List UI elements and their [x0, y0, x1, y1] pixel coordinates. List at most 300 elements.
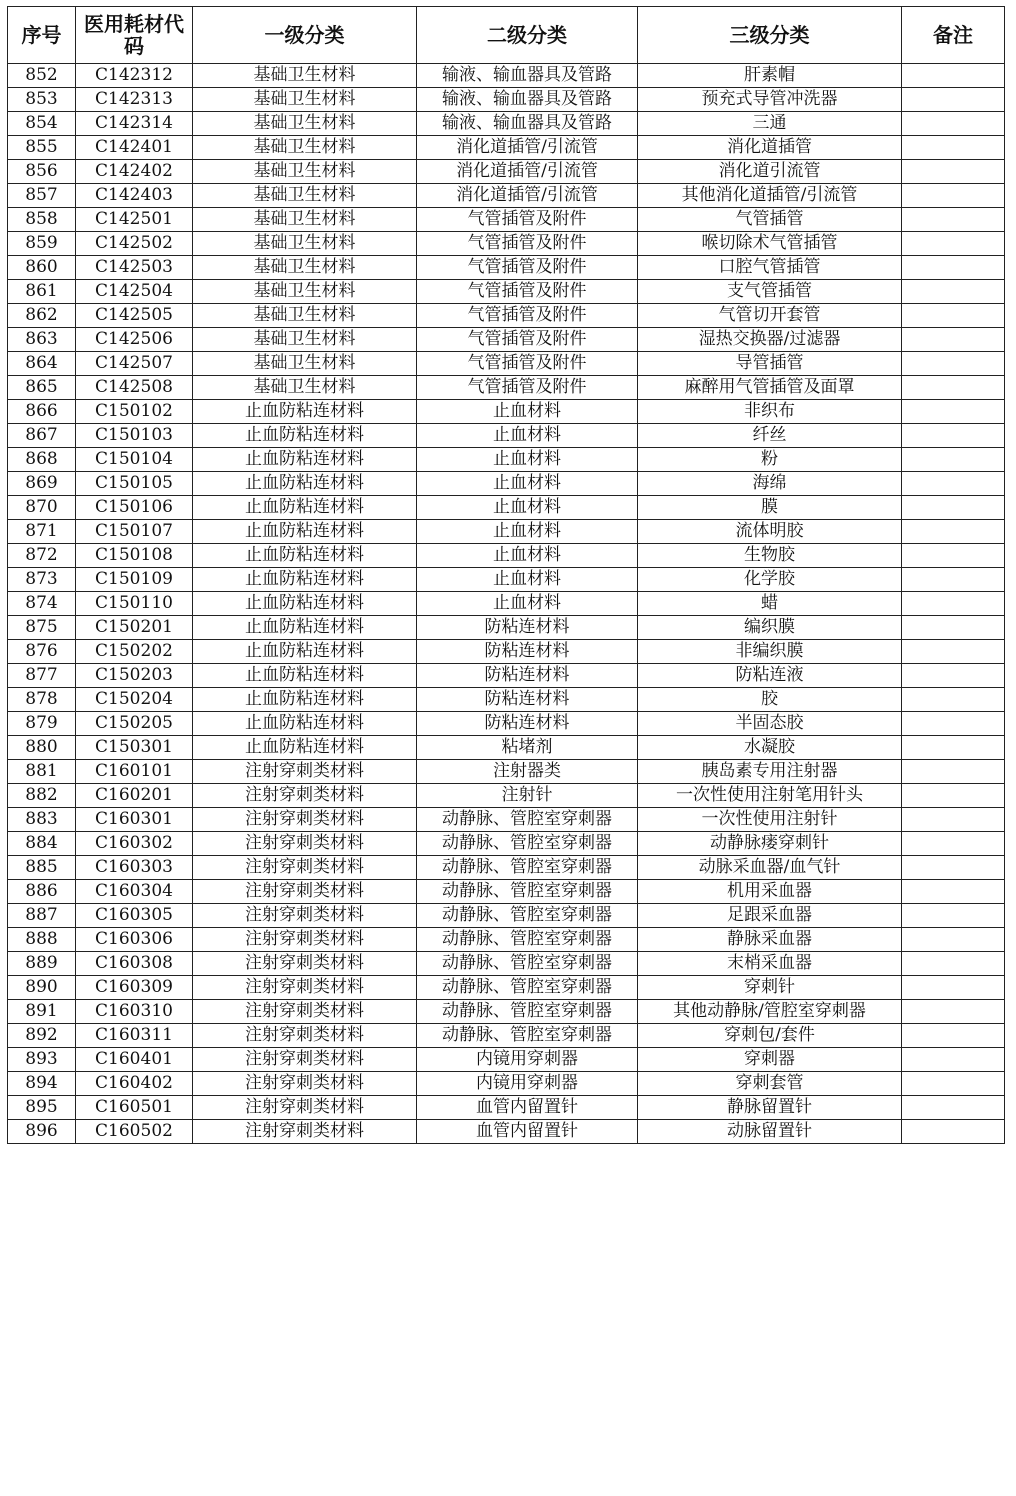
cell-level3: 非编织膜: [638, 640, 902, 664]
table-row: [8, 160, 1005, 184]
cell-note: [902, 64, 1005, 88]
cell-level1: 基础卫生材料: [193, 280, 417, 304]
cell-level2: 气管插管及附件: [417, 304, 638, 328]
cell-level3: 消化道引流管: [638, 160, 902, 184]
cell-note: [902, 304, 1005, 328]
cell-level3: 预充式导管冲洗器: [638, 88, 902, 112]
cell-code: C160401: [76, 1048, 193, 1072]
table-row: [8, 904, 1005, 928]
cell-code: C142501: [76, 208, 193, 232]
cell-level2: 气管插管及附件: [417, 256, 638, 280]
cell-note: [902, 928, 1005, 952]
cell-note: [902, 1024, 1005, 1048]
consumables-table: [7, 6, 1005, 1144]
table-row: [8, 1072, 1005, 1096]
table-row: [8, 784, 1005, 808]
cell-level3: 动脉留置针: [638, 1120, 902, 1144]
cell-code: C150203: [76, 664, 193, 688]
cell-level1: 止血防粘连材料: [193, 544, 417, 568]
cell-index: 881: [8, 760, 76, 784]
cell-level1: 注射穿刺类材料: [193, 880, 417, 904]
cell-level1: 注射穿刺类材料: [193, 904, 417, 928]
cell-index: 889: [8, 952, 76, 976]
table-body: [8, 64, 1005, 1144]
cell-level3: 一次性使用注射笔用针头: [638, 784, 902, 808]
cell-level1: 止血防粘连材料: [193, 496, 417, 520]
cell-code: C160305: [76, 904, 193, 928]
cell-code: C150301: [76, 736, 193, 760]
table-row: [8, 712, 1005, 736]
cell-level2: 粘堵剂: [417, 736, 638, 760]
table-row: [8, 424, 1005, 448]
cell-level3: 消化道插管: [638, 136, 902, 160]
cell-level1: 注射穿刺类材料: [193, 1000, 417, 1024]
cell-code: C150107: [76, 520, 193, 544]
cell-level1: 止血防粘连材料: [193, 568, 417, 592]
cell-level1: 止血防粘连材料: [193, 664, 417, 688]
cell-level1: 注射穿刺类材料: [193, 1024, 417, 1048]
cell-note: [902, 424, 1005, 448]
cell-code: C142502: [76, 232, 193, 256]
cell-level3: 静脉留置针: [638, 1096, 902, 1120]
cell-index: 854: [8, 112, 76, 136]
cell-code: C160310: [76, 1000, 193, 1024]
cell-level3: 静脉采血器: [638, 928, 902, 952]
cell-level1: 基础卫生材料: [193, 184, 417, 208]
cell-code: C142314: [76, 112, 193, 136]
cell-level1: 注射穿刺类材料: [193, 976, 417, 1000]
cell-note: [902, 1072, 1005, 1096]
cell-index: 852: [8, 64, 76, 88]
cell-index: 891: [8, 1000, 76, 1024]
cell-level1: 基础卫生材料: [193, 208, 417, 232]
cell-code: C160502: [76, 1120, 193, 1144]
cell-note: [902, 280, 1005, 304]
cell-note: [902, 208, 1005, 232]
table-row: [8, 376, 1005, 400]
cell-index: 870: [8, 496, 76, 520]
table-row: [8, 496, 1005, 520]
table-row: [8, 232, 1005, 256]
cell-level2: 止血材料: [417, 424, 638, 448]
cell-level2: 动静脉、管腔室穿刺器: [417, 880, 638, 904]
cell-code: C160304: [76, 880, 193, 904]
cell-index: 857: [8, 184, 76, 208]
cell-note: [902, 88, 1005, 112]
cell-level2: 注射针: [417, 784, 638, 808]
cell-note: [902, 904, 1005, 928]
cell-level3: 粉: [638, 448, 902, 472]
cell-level3: 半固态胶: [638, 712, 902, 736]
cell-note: [902, 256, 1005, 280]
cell-level2: 输液、输血器具及管路: [417, 112, 638, 136]
cell-level1: 注射穿刺类材料: [193, 808, 417, 832]
table-row: [8, 88, 1005, 112]
cell-code: C142506: [76, 328, 193, 352]
cell-index: 886: [8, 880, 76, 904]
cell-level2: 动静脉、管腔室穿刺器: [417, 856, 638, 880]
cell-level2: 止血材料: [417, 520, 638, 544]
cell-level2: 气管插管及附件: [417, 328, 638, 352]
cell-note: [902, 976, 1005, 1000]
header-level3: 三级分类: [638, 7, 902, 64]
cell-note: [902, 544, 1005, 568]
cell-index: 859: [8, 232, 76, 256]
cell-level2: 血管内留置针: [417, 1120, 638, 1144]
header-row: [8, 7, 1005, 64]
cell-note: [902, 448, 1005, 472]
table-row: [8, 664, 1005, 688]
cell-level2: 内镜用穿刺器: [417, 1072, 638, 1096]
cell-note: [902, 1120, 1005, 1144]
cell-level3: 肝素帽: [638, 64, 902, 88]
table-row: [8, 544, 1005, 568]
cell-level3: 穿刺套管: [638, 1072, 902, 1096]
cell-index: 893: [8, 1048, 76, 1072]
cell-level1: 止血防粘连材料: [193, 592, 417, 616]
cell-level3: 一次性使用注射针: [638, 808, 902, 832]
cell-note: [902, 1000, 1005, 1024]
cell-code: C160201: [76, 784, 193, 808]
cell-level3: 纤丝: [638, 424, 902, 448]
cell-note: [902, 1048, 1005, 1072]
table-row: [8, 1120, 1005, 1144]
cell-level3: 防粘连液: [638, 664, 902, 688]
cell-level3: 生物胶: [638, 544, 902, 568]
cell-index: 866: [8, 400, 76, 424]
cell-level3: 动脉采血器/血气针: [638, 856, 902, 880]
cell-level1: 注射穿刺类材料: [193, 832, 417, 856]
table-row: [8, 808, 1005, 832]
cell-level2: 止血材料: [417, 496, 638, 520]
cell-level1: 止血防粘连材料: [193, 616, 417, 640]
cell-code: C142507: [76, 352, 193, 376]
cell-index: 884: [8, 832, 76, 856]
cell-level2: 防粘连材料: [417, 640, 638, 664]
cell-level3: 足跟采血器: [638, 904, 902, 928]
cell-level1: 基础卫生材料: [193, 352, 417, 376]
cell-code: C160308: [76, 952, 193, 976]
cell-code: C160501: [76, 1096, 193, 1120]
cell-index: 862: [8, 304, 76, 328]
cell-level1: 注射穿刺类材料: [193, 952, 417, 976]
cell-code: C142504: [76, 280, 193, 304]
cell-level1: 基础卫生材料: [193, 376, 417, 400]
cell-level1: 止血防粘连材料: [193, 736, 417, 760]
cell-index: 853: [8, 88, 76, 112]
cell-index: 892: [8, 1024, 76, 1048]
cell-level3: 三通: [638, 112, 902, 136]
cell-index: 878: [8, 688, 76, 712]
cell-code: C142503: [76, 256, 193, 280]
table-row: [8, 760, 1005, 784]
table-row: [8, 184, 1005, 208]
cell-level2: 动静脉、管腔室穿刺器: [417, 832, 638, 856]
cell-level1: 注射穿刺类材料: [193, 1096, 417, 1120]
cell-level1: 基础卫生材料: [193, 256, 417, 280]
cell-level2: 止血材料: [417, 472, 638, 496]
cell-code: C160306: [76, 928, 193, 952]
cell-index: 877: [8, 664, 76, 688]
cell-level3: 末梢采血器: [638, 952, 902, 976]
cell-code: C150106: [76, 496, 193, 520]
cell-code: C150205: [76, 712, 193, 736]
cell-level1: 止血防粘连材料: [193, 520, 417, 544]
cell-index: 885: [8, 856, 76, 880]
cell-level3: 导管插管: [638, 352, 902, 376]
cell-level1: 注射穿刺类材料: [193, 784, 417, 808]
table-row: [8, 112, 1005, 136]
cell-code: C150201: [76, 616, 193, 640]
cell-level2: 止血材料: [417, 448, 638, 472]
cell-level2: 动静脉、管腔室穿刺器: [417, 1024, 638, 1048]
cell-level3: 胶: [638, 688, 902, 712]
cell-index: 867: [8, 424, 76, 448]
cell-note: [902, 328, 1005, 352]
table-row: [8, 304, 1005, 328]
cell-index: 858: [8, 208, 76, 232]
cell-code: C142313: [76, 88, 193, 112]
cell-code: C160311: [76, 1024, 193, 1048]
cell-level2: 气管插管及附件: [417, 352, 638, 376]
cell-level3: 化学胶: [638, 568, 902, 592]
cell-index: 856: [8, 160, 76, 184]
cell-note: [902, 352, 1005, 376]
table-row: [8, 592, 1005, 616]
cell-note: [902, 592, 1005, 616]
header-level2: 二级分类: [417, 7, 638, 64]
table-row: [8, 1024, 1005, 1048]
cell-index: 864: [8, 352, 76, 376]
cell-index: 887: [8, 904, 76, 928]
cell-level1: 基础卫生材料: [193, 232, 417, 256]
cell-code: C150104: [76, 448, 193, 472]
cell-note: [902, 760, 1005, 784]
cell-code: C142401: [76, 136, 193, 160]
cell-note: [902, 184, 1005, 208]
table-row: [8, 328, 1005, 352]
cell-level3: 蜡: [638, 592, 902, 616]
cell-index: 895: [8, 1096, 76, 1120]
cell-note: [902, 160, 1005, 184]
table-row: [8, 136, 1005, 160]
table-row: [8, 688, 1005, 712]
cell-code: C150105: [76, 472, 193, 496]
cell-level3: 麻醉用气管插管及面罩: [638, 376, 902, 400]
table-row: [8, 616, 1005, 640]
cell-note: [902, 736, 1005, 760]
cell-level2: 止血材料: [417, 544, 638, 568]
cell-level1: 基础卫生材料: [193, 112, 417, 136]
table-row: [8, 856, 1005, 880]
cell-level3: 胰岛素专用注射器: [638, 760, 902, 784]
cell-code: C160402: [76, 1072, 193, 1096]
cell-code: C150103: [76, 424, 193, 448]
cell-level3: 支气管插管: [638, 280, 902, 304]
table-row: [8, 1048, 1005, 1072]
cell-note: [902, 496, 1005, 520]
cell-note: [902, 880, 1005, 904]
cell-level2: 止血材料: [417, 400, 638, 424]
cell-level2: 动静脉、管腔室穿刺器: [417, 976, 638, 1000]
cell-level3: 口腔气管插管: [638, 256, 902, 280]
cell-code: C142312: [76, 64, 193, 88]
cell-index: 879: [8, 712, 76, 736]
cell-level2: 内镜用穿刺器: [417, 1048, 638, 1072]
cell-index: 860: [8, 256, 76, 280]
cell-index: 861: [8, 280, 76, 304]
cell-note: [902, 472, 1005, 496]
header-note: 备注: [902, 7, 1005, 64]
cell-note: [902, 784, 1005, 808]
cell-code: C150204: [76, 688, 193, 712]
cell-level1: 基础卫生材料: [193, 88, 417, 112]
cell-code: C142403: [76, 184, 193, 208]
table-row: [8, 280, 1005, 304]
cell-level2: 动静脉、管腔室穿刺器: [417, 904, 638, 928]
cell-level3: 穿刺器: [638, 1048, 902, 1072]
cell-level2: 输液、输血器具及管路: [417, 64, 638, 88]
cell-code: C150102: [76, 400, 193, 424]
cell-level1: 基础卫生材料: [193, 160, 417, 184]
cell-level2: 消化道插管/引流管: [417, 136, 638, 160]
cell-index: 890: [8, 976, 76, 1000]
cell-note: [902, 568, 1005, 592]
cell-level2: 气管插管及附件: [417, 376, 638, 400]
header-code: 医用耗材代码: [76, 7, 193, 64]
cell-code: C160303: [76, 856, 193, 880]
cell-level2: 动静脉、管腔室穿刺器: [417, 1000, 638, 1024]
table-row: [8, 352, 1005, 376]
header-index: 序号: [8, 7, 76, 64]
cell-level1: 注射穿刺类材料: [193, 1072, 417, 1096]
cell-level3: 喉切除术气管插管: [638, 232, 902, 256]
cell-level3: 湿热交换器/过滤器: [638, 328, 902, 352]
cell-level3: 气管插管: [638, 208, 902, 232]
cell-note: [902, 688, 1005, 712]
cell-level2: 注射器类: [417, 760, 638, 784]
cell-level1: 止血防粘连材料: [193, 712, 417, 736]
cell-index: 869: [8, 472, 76, 496]
cell-level1: 基础卫生材料: [193, 328, 417, 352]
table-row: [8, 208, 1005, 232]
cell-level1: 注射穿刺类材料: [193, 856, 417, 880]
table-row: [8, 1000, 1005, 1024]
cell-level1: 注射穿刺类材料: [193, 760, 417, 784]
cell-code: C160309: [76, 976, 193, 1000]
cell-level2: 消化道插管/引流管: [417, 184, 638, 208]
cell-index: 896: [8, 1120, 76, 1144]
cell-level3: 海绵: [638, 472, 902, 496]
cell-index: 873: [8, 568, 76, 592]
cell-code: C160101: [76, 760, 193, 784]
cell-level2: 防粘连材料: [417, 616, 638, 640]
cell-level3: 其他消化道插管/引流管: [638, 184, 902, 208]
cell-level2: 动静脉、管腔室穿刺器: [417, 952, 638, 976]
cell-code: C142508: [76, 376, 193, 400]
cell-level3: 机用采血器: [638, 880, 902, 904]
cell-note: [902, 112, 1005, 136]
cell-level3: 膜: [638, 496, 902, 520]
cell-level1: 止血防粘连材料: [193, 400, 417, 424]
cell-level2: 防粘连材料: [417, 688, 638, 712]
cell-code: C142505: [76, 304, 193, 328]
cell-level2: 气管插管及附件: [417, 208, 638, 232]
cell-code: C150110: [76, 592, 193, 616]
cell-level1: 基础卫生材料: [193, 64, 417, 88]
cell-level3: 水凝胶: [638, 736, 902, 760]
cell-level1: 止血防粘连材料: [193, 448, 417, 472]
cell-level2: 防粘连材料: [417, 664, 638, 688]
cell-level1: 止血防粘连材料: [193, 424, 417, 448]
table-row: [8, 520, 1005, 544]
cell-index: 882: [8, 784, 76, 808]
cell-index: 883: [8, 808, 76, 832]
table-row: [8, 400, 1005, 424]
cell-level3: 编织膜: [638, 616, 902, 640]
cell-code: C160302: [76, 832, 193, 856]
table-row: [8, 256, 1005, 280]
cell-level1: 注射穿刺类材料: [193, 928, 417, 952]
cell-note: [902, 400, 1005, 424]
cell-level3: 穿刺针: [638, 976, 902, 1000]
table-row: [8, 880, 1005, 904]
header-level1: 一级分类: [193, 7, 417, 64]
table-row: [8, 568, 1005, 592]
table-row: [8, 1096, 1005, 1120]
cell-index: 871: [8, 520, 76, 544]
cell-level1: 止血防粘连材料: [193, 640, 417, 664]
cell-note: [902, 136, 1005, 160]
table-row: [8, 448, 1005, 472]
table-row: [8, 472, 1005, 496]
table-row: [8, 64, 1005, 88]
cell-index: 872: [8, 544, 76, 568]
cell-index: 868: [8, 448, 76, 472]
cell-note: [902, 232, 1005, 256]
cell-level2: 止血材料: [417, 568, 638, 592]
cell-note: [902, 1096, 1005, 1120]
cell-level3: 非织布: [638, 400, 902, 424]
cell-level3: 流体明胶: [638, 520, 902, 544]
cell-index: 880: [8, 736, 76, 760]
cell-level2: 止血材料: [417, 592, 638, 616]
cell-index: 894: [8, 1072, 76, 1096]
cell-level3: 穿刺包/套件: [638, 1024, 902, 1048]
cell-note: [902, 856, 1005, 880]
cell-level2: 气管插管及附件: [417, 280, 638, 304]
table-row: [8, 928, 1005, 952]
cell-index: 875: [8, 616, 76, 640]
cell-note: [902, 712, 1005, 736]
cell-note: [902, 616, 1005, 640]
cell-level1: 基础卫生材料: [193, 136, 417, 160]
cell-index: 876: [8, 640, 76, 664]
table-row: [8, 952, 1005, 976]
cell-code: C160301: [76, 808, 193, 832]
cell-index: 855: [8, 136, 76, 160]
cell-level1: 注射穿刺类材料: [193, 1048, 417, 1072]
cell-level3: 其他动静脉/管腔室穿刺器: [638, 1000, 902, 1024]
cell-note: [902, 664, 1005, 688]
cell-level2: 血管内留置针: [417, 1096, 638, 1120]
cell-note: [902, 640, 1005, 664]
cell-code: C150202: [76, 640, 193, 664]
cell-level3: 动静脉瘘穿刺针: [638, 832, 902, 856]
cell-note: [902, 376, 1005, 400]
cell-level1: 注射穿刺类材料: [193, 1120, 417, 1144]
cell-level3: 气管切开套管: [638, 304, 902, 328]
